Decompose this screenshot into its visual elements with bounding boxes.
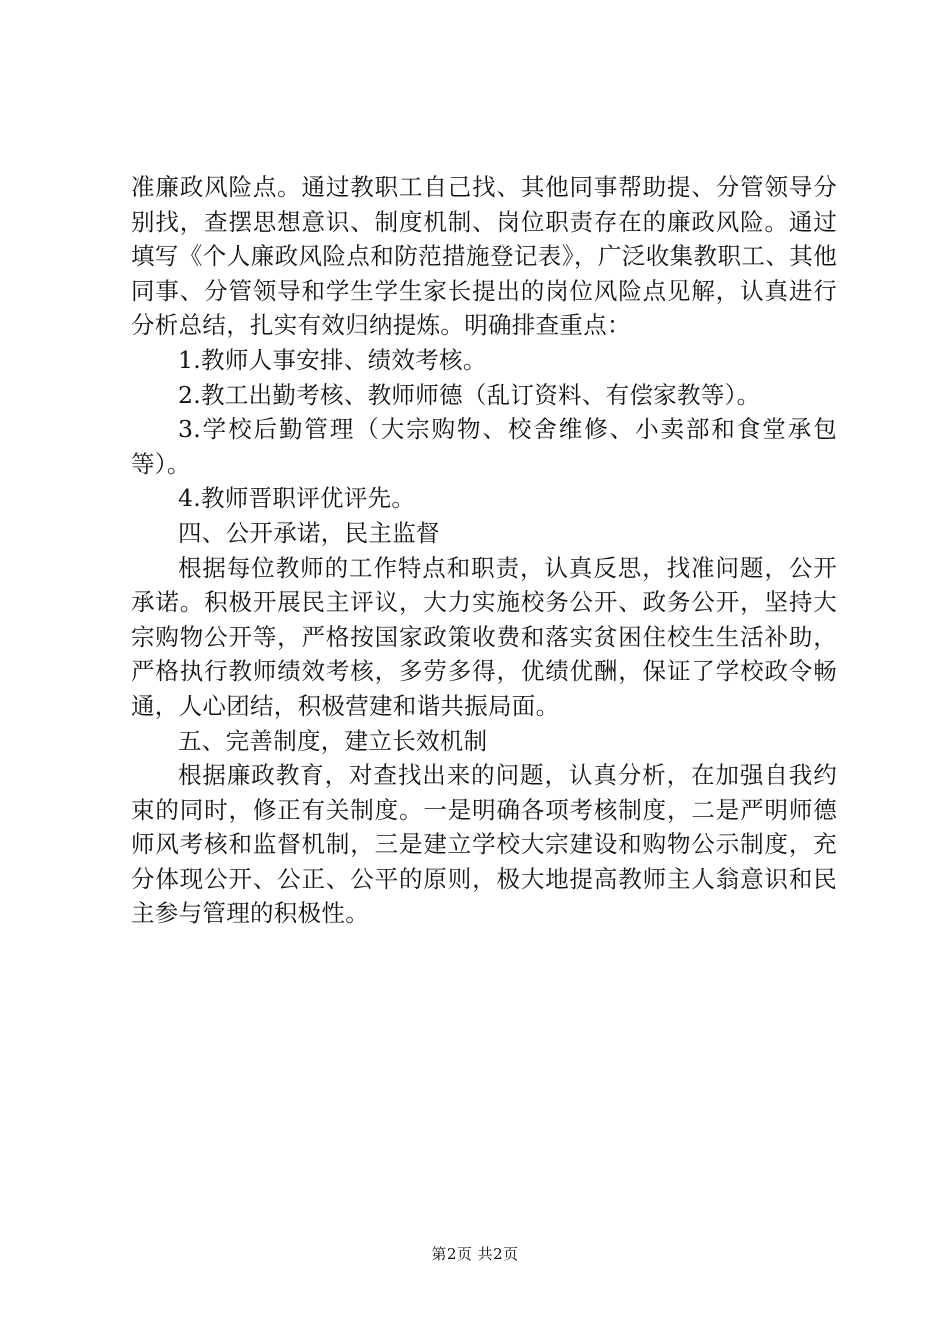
section-heading-4: 四、公开承诺，民主监督 [178,518,440,547]
section-heading-5: 五、完善制度，建立长效机制 [178,726,488,755]
list-item-2: 2.教工出勤考核、教师师德（乱订资料、有偿家教等）。 [178,380,761,409]
list-item-4: 4.教师晋职评优评先。 [178,484,416,513]
paragraph-public-commitment: 根据每位教师的工作特点和职责，认真反思，找准问题，公开承诺。积极开展民主评议，大力实施校务公开、政务公开，坚持大宗购物公开等，严格按国家政策收费和落实贫困住校生生活补助，严格执行教师绩效考核，多劳多得，优绩优酬，保证了学校政令畅通，人心团结，积极营建和谐共振局面。 [131,553,837,720]
paragraph-improve-system: 根据廉政教育，对查找出来的问题，认真分析，在加强自我约束的同时，修正有关制度。一是明确各项考核制度，二是严明师德师风考核和监督机制，三是建立学校大宗建设和购物公示制度，充分体现公开、公正、公平的原则，极大地提高教师主人翁意识和民主参与管理的积极性。 [131,761,837,928]
list-item-1: 1.教师人事安排、绩效考核。 [178,345,487,374]
list-item-3: 3.学校后勤管理（大宗购物、校舍维修、小卖部和食堂承包等）。 [131,415,837,478]
page-footer: 第2页 共2页 [431,1245,519,1263]
document-body [131,170,837,931]
paragraph-risk-points: 准廉政风险点。通过教职工自己找、其他同事帮助提、分管领导分别找，查摆思想意识、制度机制、岗位职责存在的廉政风险。通过填写《个人廉政风险点和防范措施登记表》，广泛收集教职工、其他同事、分管领导和学生学生家长提出的岗位风险点见解，认真进行分析总结，扎实有效归纳提炼。明确排查重点： [131,173,837,340]
